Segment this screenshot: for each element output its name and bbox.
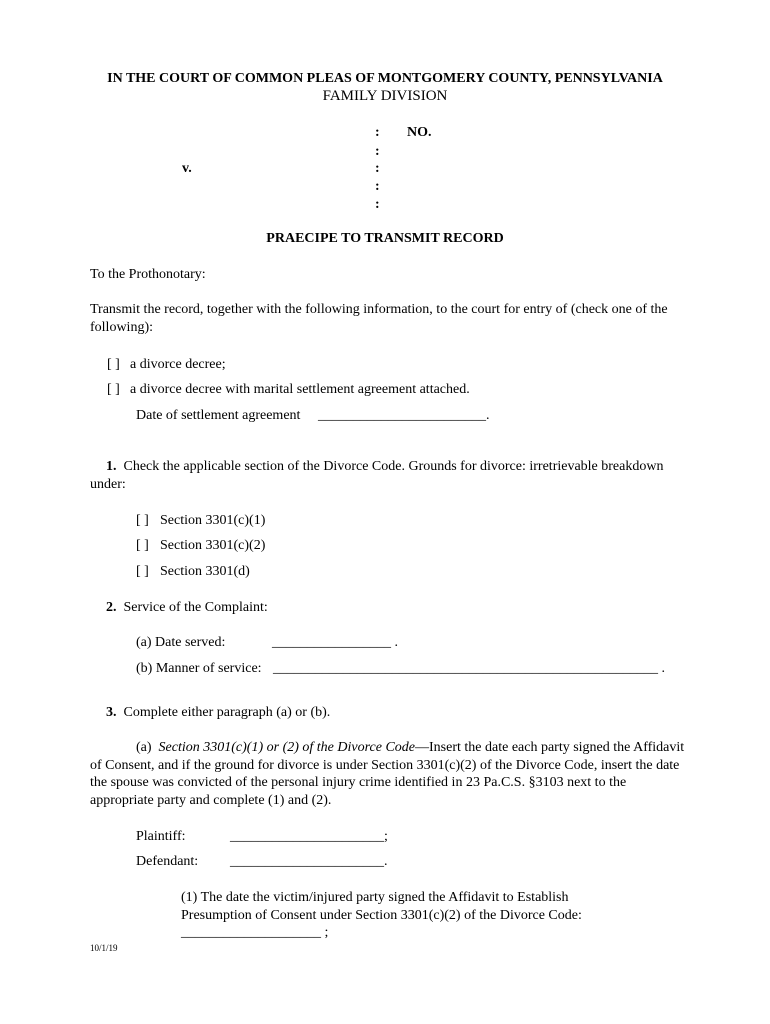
caption-colon: : (375, 197, 380, 212)
defendant-blank[interactable]: ______________________. (230, 854, 388, 869)
checkbox[interactable]: [ ] (136, 513, 149, 528)
caption-colon: : (375, 144, 380, 159)
intro-paragraph: Transmit the record, together with the following information, to the court for entry of (check one of the following): (90, 302, 668, 335)
plaintiff-label: Plaintiff: (136, 829, 186, 844)
section-2 (106, 599, 268, 616)
paragraph-3a-prefix: (a) (136, 740, 152, 755)
section-3-text: Complete either paragraph (a) or (b). (123, 705, 331, 720)
plaintiff-blank[interactable]: ______________________; (230, 829, 388, 844)
paragraph-3a-italic: Section 3301(c)(1) or (2) of the Divorce Code (158, 740, 416, 755)
division-header: FAMILY DIVISION (322, 88, 448, 104)
option-decree-with-agreement: a divorce decree with marital settlement agreement attached. (130, 382, 470, 397)
salutation: To the Prothonotary: (90, 267, 206, 282)
manner-of-service-label: (b) Manner of service: (136, 661, 262, 676)
versus-label: v. (182, 161, 192, 176)
case-number-label: NO. (407, 125, 432, 140)
section-number: 1. (106, 459, 117, 474)
option-section-3301d: Section 3301(d) (160, 564, 250, 579)
revision-date: 10/1/19 (90, 943, 118, 953)
document-title: PRAECIPE TO TRANSMIT RECORD (266, 231, 504, 246)
settlement-date-label: Date of settlement agreement (136, 408, 301, 423)
defendant-label: Defendant: (136, 854, 199, 869)
section-2-text: Service of the Complaint: (123, 600, 268, 615)
section-number: 2. (106, 600, 117, 615)
checkbox[interactable]: [ ] (107, 382, 120, 397)
paragraph-3a (90, 739, 690, 809)
section-3 (106, 704, 330, 721)
court-header: IN THE COURT OF COMMON PLEAS OF MONTGOMERY COUNTY, PENNSYLVANIA (107, 71, 663, 86)
checkbox[interactable]: [ ] (136, 538, 149, 553)
manner-of-service-blank[interactable]: _______________________________________________________ . (273, 661, 665, 676)
date-served-label: (a) Date served: (136, 635, 226, 650)
section-1-text: Check the applicable section of the Divorce Code. Grounds for divorce: irretrievable breakdown under: (90, 459, 664, 492)
checkbox[interactable]: [ ] (136, 564, 149, 579)
caption-colon: : (375, 179, 380, 194)
caption-colon: : (375, 125, 380, 140)
option-section-3301c1: Section 3301(c)(1) (160, 513, 266, 528)
checkbox[interactable]: [ ] (107, 357, 120, 372)
section-number: 3. (106, 705, 117, 720)
paragraph-3a-text: —Insert the date each party signed the Affidavit of Consent, and if the ground for divorce is under Section 3301(c)(2) of the Divorce Code, insert the date the spouse was convicted of the personal injury crime identified in 23 Pa.C.S. §3103 next to the appropriate party and complete (1) and (2). (90, 740, 685, 808)
date-served-blank[interactable]: _________________ . (272, 635, 398, 650)
option-divorce-decree: a divorce decree; (130, 357, 226, 372)
settlement-date-blank[interactable]: ________________________. (318, 408, 490, 423)
paragraph-3a-item-1: (1) The date the victim/injured party signed the Affidavit to Establish Presumption of Consent under Section 3301(c)(2) of the Divorce Code: ____________________ ; (181, 890, 582, 940)
caption-colon: : (375, 161, 380, 176)
section-1 (90, 458, 690, 493)
option-section-3301c2: Section 3301(c)(2) (160, 538, 266, 553)
